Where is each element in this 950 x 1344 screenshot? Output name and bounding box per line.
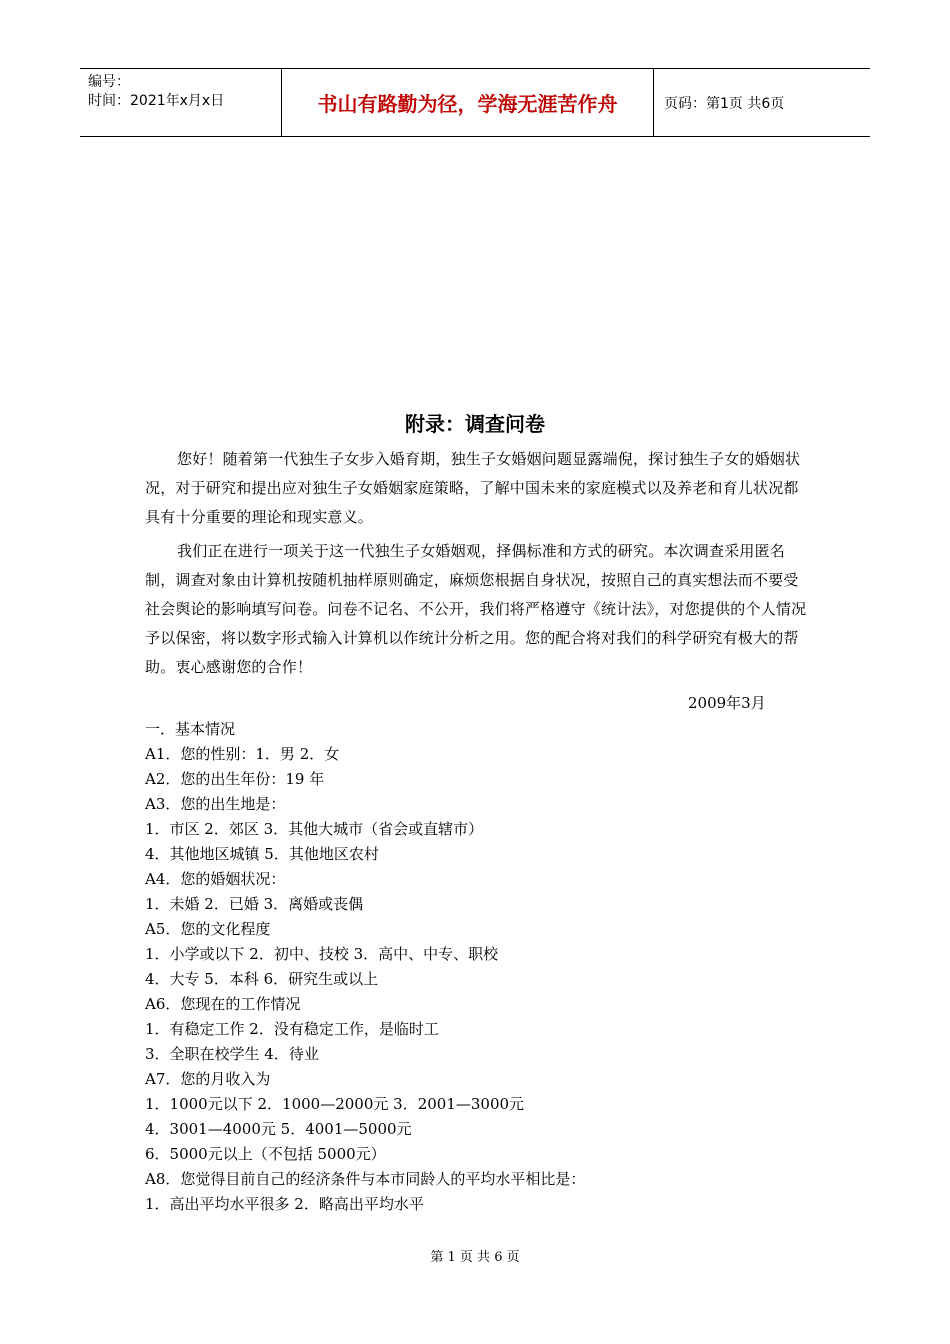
header-page-info: 页码：第1页 共6页 [664,95,785,112]
header-meta [80,69,282,136]
list-item: 1．小学或以下 2．初中、技校 3．高中、中专、职校 [145,945,499,963]
list-item: A8．您觉得目前自己的经济条件与本市同龄人的平均水平相比是： [145,1170,586,1188]
questionnaire-list [145,717,585,1217]
survey-date: 2009年3月 [688,694,766,712]
list-item: 1．有稳定工作 2．没有稳定工作，是临时工 [145,1020,439,1038]
page-title: 附录：调查问卷 [405,412,545,436]
list-item: A1．您的性别：1．男 2．女 [145,745,340,763]
document-header [80,68,870,137]
list-item: A7．您的月收入为 [145,1070,271,1088]
list-item: 6．5000元以上（不包括 5000元） [145,1145,386,1163]
list-item: 4．其他地区城镇 5．其他地区农村 [145,845,379,863]
list-item: 1．市区 2．郊区 3．其他大城市（省会或直辖市） [145,820,484,838]
list-item: 1．1000元以下 2．1000—2000元 3．2001—3000元 [145,1095,525,1113]
header-motto: 书山有路勤为径，学海无涯苦作舟 [282,69,654,136]
list-item: A5．您的文化程度 [145,920,271,938]
list-item: A6．您现在的工作情况 [145,995,301,1013]
page-footer: 第 1 页 共 6 页 [430,1250,520,1265]
list-item: 1．未婚 2．已婚 3．离婚或丧偶 [145,895,364,913]
list-item: A3．您的出生地是： [145,795,286,813]
number-label: 编号： [88,74,130,90]
list-item: A2．您的出生年份：19 年 [145,770,325,788]
list-item: 3．全职在校学生 4．待业 [145,1045,319,1063]
list-item: 4．大专 5．本科 6．研究生或以上 [145,970,379,988]
list-item: 一．基本情况 [145,720,236,738]
time-label: 时间：2021年x月x日 [88,93,225,109]
list-item: A4．您的婚姻状况： [145,870,286,888]
intro-paragraph-1: 您好！随着第一代独生子女步入婚育期，独生子女婚姻问题显露端倪，探讨独生子女的婚姻状况，对于研究和提出应对独生子女婚姻家庭策略，了解中国未来的家庭模式以及养老和育儿状况都具有十分重要的理论和现实意义。 [145,450,801,526]
list-item: 4．3001—4000元 5．4001—5000元 [145,1120,412,1138]
intro-paragraph-2: 我们正在进行一项关于这一代独生子女婚姻观，择偶标准和方式的研究。本次调查采用匿名制，调查对象由计算机按随机抽样原则确定，麻烦您根据自身状况，按照自己的真实想法而不要受社会舆论的影响填写问卷。问卷不记名、不公开，我们将严格遵守《统计法》，对您提供的个人情况予以保密，将以数字形式输入计算机以作统计分析之用。您的配合将对我们的科学研究有极大的帮助。衷心感谢您的合作！ [145,542,807,676]
list-item: 1．高出平均水平很多 2．略高出平均水平 [145,1195,424,1213]
